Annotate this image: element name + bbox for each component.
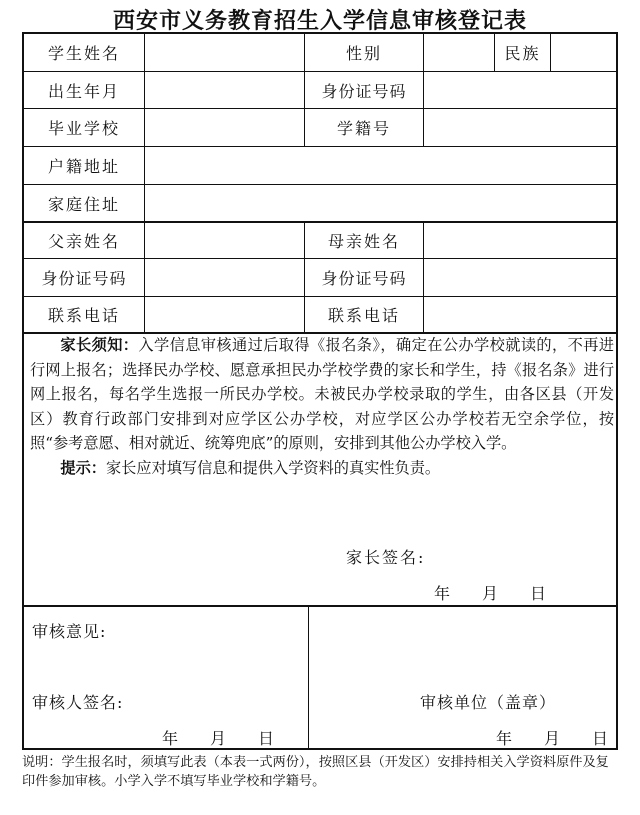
- month-label: 月: [482, 584, 499, 603]
- month-label: 月: [210, 729, 227, 748]
- father-name-label: 父亲姓名: [47, 232, 120, 251]
- student-id-number-field[interactable]: [424, 72, 616, 108]
- mother-phone-label: 联系电话: [327, 306, 400, 325]
- mother-id-label: 身份证号码: [321, 269, 407, 288]
- ethnicity-field[interactable]: [551, 34, 616, 71]
- year-label: 年: [496, 729, 513, 748]
- notice-text: 入学信息审核通过后取得《报名条》，确定在公办学校就读的，不再进行网上报名；选择民办学校、愿意承担民办学校学费的家长和学生，持《报名条》进行网上报名，每名学生选报一所民办学校。未被民办学校录取的学生，由各区县（开发区）教育行政部门安排到对应学区公办学校，对应学区公办学校若无空余学位，按照“参考意愿、相对就近、统筹兜底”的原则，安排到其他公办学校入学。: [30, 336, 615, 452]
- student-registry-field[interactable]: [424, 109, 616, 146]
- day-label: 日: [530, 584, 547, 603]
- tip-text: 家长应对填写信息和提供入学资料的真实性负责。: [105, 458, 441, 477]
- student-name-label: 学生姓名: [47, 44, 120, 63]
- day-label: 日: [592, 729, 609, 748]
- home-address-label: 家庭住址: [47, 194, 120, 214]
- household-address-field[interactable]: [145, 147, 616, 184]
- father-name-field[interactable]: [145, 223, 304, 258]
- ethnicity-label: 民族: [504, 44, 541, 63]
- day-label: 日: [258, 729, 275, 748]
- notice-label: 家长须知：: [60, 336, 139, 354]
- student-registry-label: 学籍号: [336, 119, 391, 138]
- student-id-number-label: 身份证号码: [321, 81, 407, 101]
- home-address-field[interactable]: [145, 185, 616, 221]
- month-label: 月: [544, 729, 561, 748]
- section-divider: [24, 605, 616, 607]
- reviewer-signature-label: 审核人签名:: [32, 693, 124, 712]
- mother-id-field[interactable]: [424, 259, 616, 296]
- birth-date-field[interactable]: [145, 72, 304, 108]
- gender-label: 性别: [345, 44, 382, 63]
- father-id-field[interactable]: [145, 259, 304, 296]
- review-unit-label: 审核单位（盖章）: [420, 693, 557, 712]
- page-title: 西安市义务教育招生入学信息审核登记表: [112, 9, 527, 34]
- review-opinion-label: 审核意见:: [32, 622, 107, 641]
- reviewer-sign-date: [162, 726, 274, 749]
- parent-notice: [30, 333, 614, 480]
- household-address-label: 户籍地址: [47, 157, 120, 176]
- parent-signature-label: 家长签名:: [346, 548, 426, 567]
- father-id-label: 身份证号码: [41, 269, 127, 288]
- graduate-school-label: 毕业学校: [47, 119, 120, 138]
- parent-sign-date: [434, 581, 546, 604]
- graduate-school-field[interactable]: [145, 109, 304, 146]
- year-label: 年: [162, 729, 179, 748]
- year-label: 年: [434, 584, 451, 603]
- unit-sign-date: [496, 726, 608, 749]
- father-phone-field[interactable]: [145, 297, 304, 332]
- father-phone-label: 联系电话: [47, 306, 120, 325]
- tip-label: 提示：: [60, 458, 106, 477]
- gender-field[interactable]: [424, 34, 494, 71]
- footnote: 说明：学生报名时，须填写此表（本表一式两份），按照区县（开发区）安排持相关入学资料原件及复印件参加审核。小学入学不填写毕业学校和学籍号。: [22, 755, 609, 789]
- column-divider: [308, 605, 309, 748]
- mother-phone-field[interactable]: [424, 297, 616, 332]
- student-name-field[interactable]: [145, 34, 304, 71]
- birth-date-label: 出生年月: [47, 81, 120, 101]
- mother-name-field[interactable]: [424, 223, 616, 258]
- mother-name-label: 母亲姓名: [327, 232, 400, 251]
- form-table: [22, 32, 618, 750]
